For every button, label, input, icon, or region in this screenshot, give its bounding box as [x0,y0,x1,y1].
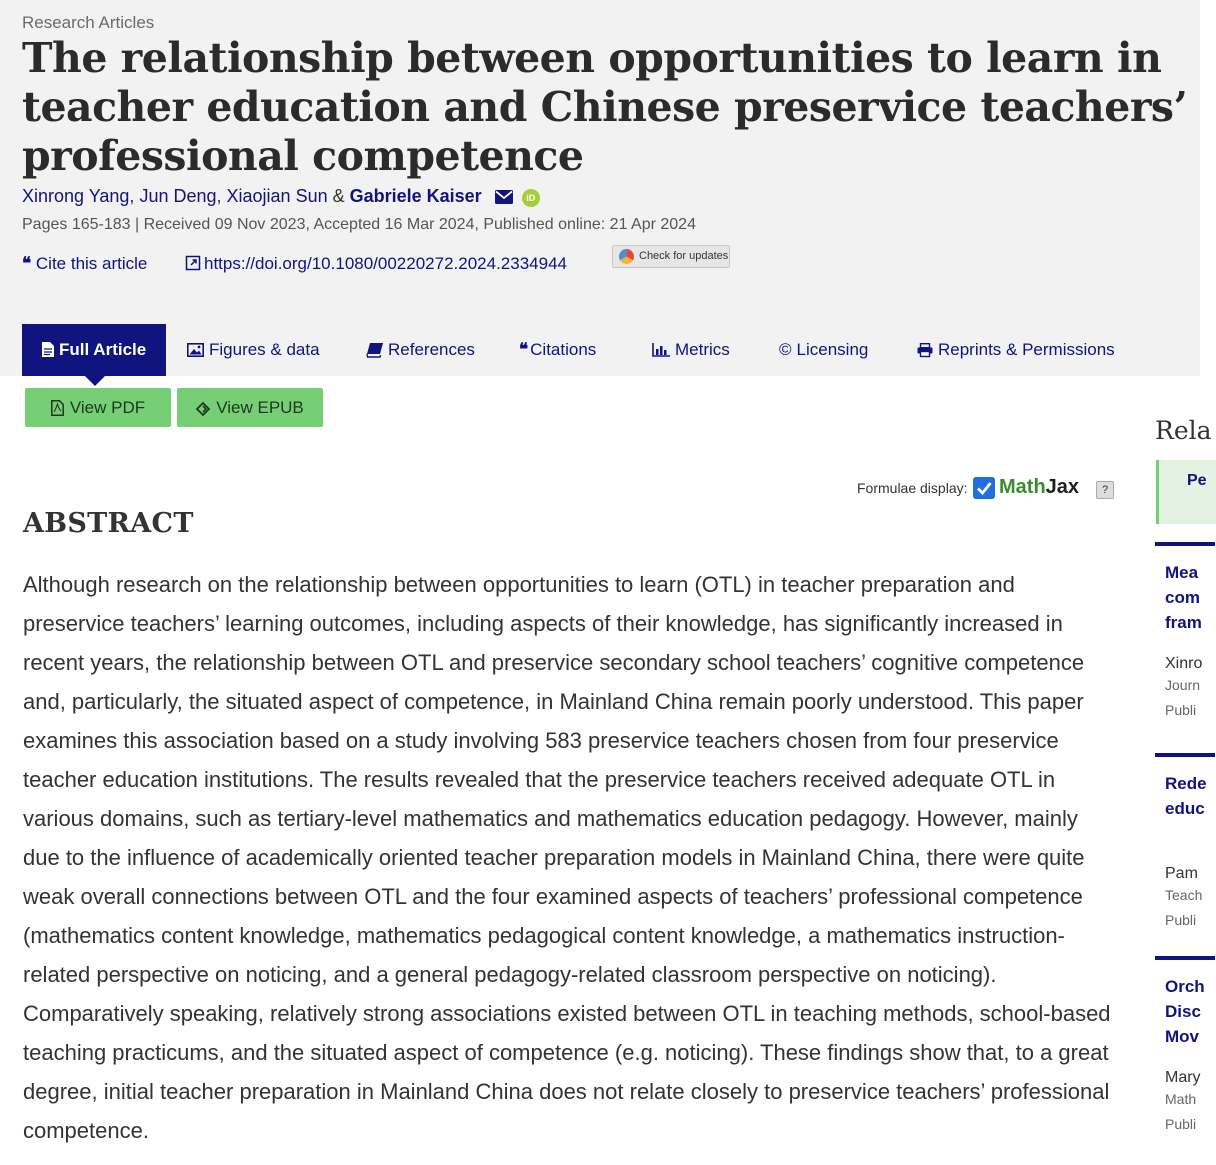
formulae-display-label: Formulae display: [857,480,968,496]
envelope-icon[interactable] [495,188,513,209]
author-link[interactable]: Xinrong Yang [22,186,130,206]
image-icon [187,340,209,359]
tab-full-article[interactable]: Full Article [22,324,166,376]
doi-link[interactable]: https://doi.org/10.1080/00220272.2024.2334944 [186,254,567,274]
related-heading: Rela [1155,416,1212,445]
related-article-title[interactable]: Mea [1165,563,1199,582]
author-link[interactable]: Xiaojian Sun [226,186,328,206]
bar-chart-icon [652,340,675,359]
related-article-card[interactable] [1155,542,1215,723]
related-article-title[interactable]: Orch [1165,977,1205,996]
related-article-title[interactable]: Rede [1165,774,1207,793]
external-link-icon [186,254,204,273]
related-article-published: Publi [1165,1116,1197,1132]
related-article-title[interactable]: fram [1165,613,1202,632]
related-article-published: Publi [1165,912,1197,928]
related-article-card[interactable] [1155,753,1215,933]
related-article-title[interactable]: Mov [1165,1027,1199,1046]
book-icon [367,340,388,359]
pdf-icon [51,398,70,417]
article-title: The relationship between opportunities to learn in teacher education and Chinese preservice teachers’ professional competence [22,34,1188,180]
related-article-journal: Math [1165,1091,1197,1107]
section-label: Research Articles [22,13,155,32]
publication-meta: Pages 165-183 | Received 09 Nov 2023, Accepted 16 Mar 2024, Published online: 21 Apr 2024 [22,216,696,233]
check-for-updates-button[interactable]: Check for updates [612,245,730,268]
mathjax-checkbox[interactable] [973,477,995,499]
view-epub-button[interactable]: View EPUB [177,388,323,427]
tab-references[interactable]: References [367,324,475,376]
related-article-title[interactable]: Disc [1165,1002,1201,1021]
checkmark-icon [973,477,995,499]
tab-citations[interactable]: ❝ Citations [519,340,597,360]
corresponding-author-link[interactable]: Gabriele Kaiser [349,186,482,206]
tab-reprints-permissions[interactable]: Reprints & Permissions [917,324,1115,376]
author-list: Xinrong Yang, Jun Deng, Xiaojian Sun & Gabriele Kaiser iD [22,186,540,209]
related-tab[interactable]: Pe [1156,460,1216,524]
related-article-title[interactable]: com [1165,588,1200,607]
cite-article-link[interactable]: ❝ Cite this article [22,254,148,274]
printer-icon [917,340,938,359]
view-pdf-button[interactable]: View PDF [25,388,171,427]
author-link[interactable]: Jun Deng [139,186,217,206]
quote-icon: ❝ [519,340,529,360]
related-article-card[interactable] [1155,956,1215,1137]
tab-figures-data[interactable]: Figures & data [187,324,320,376]
quote-icon: ❝ [22,254,32,274]
related-article-author: Xinro [1165,655,1203,672]
help-button[interactable]: ? [1096,481,1114,499]
abstract-heading: ABSTRACT [23,508,194,539]
crossmark-icon [619,249,634,264]
document-icon [42,340,59,359]
epub-icon [196,398,216,417]
mathjax-logo: MathJax [999,476,1080,498]
tab-licensing[interactable]: © Licensing [779,340,869,359]
tab-metrics[interactable]: Metrics [652,324,730,376]
related-article-published: Publi [1165,702,1197,718]
related-article-author: Pam [1165,865,1198,882]
copyright-icon: © [779,340,792,359]
orcid-icon[interactable]: iD [522,189,540,207]
abstract-text: Although research on the relationship between opportunities to learn (OTL) in teacher preparation and preservice teachers’ learning outcomes, including aspects of their knowledge, has significantly increased in recent years, the relationship between OTL and preservice secondary school teachers’ cognitive competence and, particularly, the situated aspect of competence, in Mainland China remain poorly understood. This paper examines this association based on a study involving 583 preservice teachers chosen from four preservice teacher education institutions. The results revealed that the preservice teachers received adequate OTL in various domains, such as tertiary-level mathematics and mathematics education pedagogy. However, mainly due to the influence of academically oriented teacher preparation models in Mainland China, there were quite weak overall connections between OTL and the four examined aspects of teachers’ professional competence (mathematics content knowledge, mathematics pedagogical content knowledge, a mathematics instruction-related perspective on noticing, and a general pedagogy-related classroom perspective on noticing). Comparatively speaking, relatively strong associations existed between OTL in teaching methods, school-based teaching practicums, and the situated aspect of competence (e.g. noticing). These findings show that, to a great degree, initial teacher preparation in Mainland China does not relate closely to preservice teachers’ professional competence. [23,572,1111,1143]
related-article-title[interactable]: educ [1165,799,1205,818]
related-article-author: Mary [1165,1069,1201,1086]
related-article-journal: Teach [1165,887,1203,903]
related-article-journal: Journ [1165,677,1201,693]
